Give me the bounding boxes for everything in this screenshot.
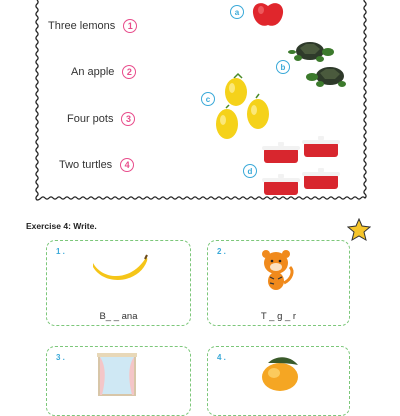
card-word: T _ g _ r bbox=[260, 311, 297, 322]
pots-icon bbox=[262, 136, 342, 200]
exercise-title: Exercise 4: Write. bbox=[26, 221, 97, 231]
match-item-label: Two turtles bbox=[59, 159, 113, 171]
card-number: 3 . bbox=[56, 353, 65, 362]
tiger-icon bbox=[258, 249, 298, 293]
match-number-badge: 1 bbox=[123, 19, 137, 33]
match-number-badge: 3 bbox=[121, 112, 135, 126]
card-number: 4 . bbox=[217, 353, 226, 362]
letter-badge-d: d bbox=[243, 164, 257, 178]
card-number: 1 . bbox=[56, 247, 65, 256]
letter-badge-b: b bbox=[276, 60, 290, 74]
write-card-2 bbox=[207, 240, 350, 326]
match-item-label: An apple bbox=[71, 66, 115, 78]
turtle-icon bbox=[288, 38, 338, 64]
match-number-badge: 2 bbox=[122, 65, 136, 79]
apple-picture-icon bbox=[251, 0, 285, 28]
card-word: B_ _ ana bbox=[99, 311, 138, 322]
match-item-label: Three lemons bbox=[48, 20, 116, 32]
banana-icon bbox=[91, 253, 149, 283]
letter-badge-c: c bbox=[201, 92, 215, 106]
match-item-3 bbox=[67, 112, 135, 126]
write-card-4 bbox=[207, 346, 350, 416]
match-number-badge: 4 bbox=[120, 158, 134, 172]
mango-icon bbox=[260, 353, 302, 393]
star-icon bbox=[347, 218, 371, 241]
match-item-label: Four pots bbox=[67, 113, 114, 125]
match-item-4 bbox=[59, 158, 134, 172]
letter-badge-a: a bbox=[230, 5, 244, 19]
turtle-icon bbox=[306, 64, 356, 90]
card-number: 2 . bbox=[217, 247, 226, 256]
write-card-3 bbox=[46, 346, 191, 416]
match-item-2 bbox=[71, 65, 136, 79]
match-item-1 bbox=[48, 19, 137, 33]
write-card-1 bbox=[46, 240, 191, 326]
lemons-icon bbox=[212, 72, 272, 142]
window-icon bbox=[97, 353, 137, 397]
